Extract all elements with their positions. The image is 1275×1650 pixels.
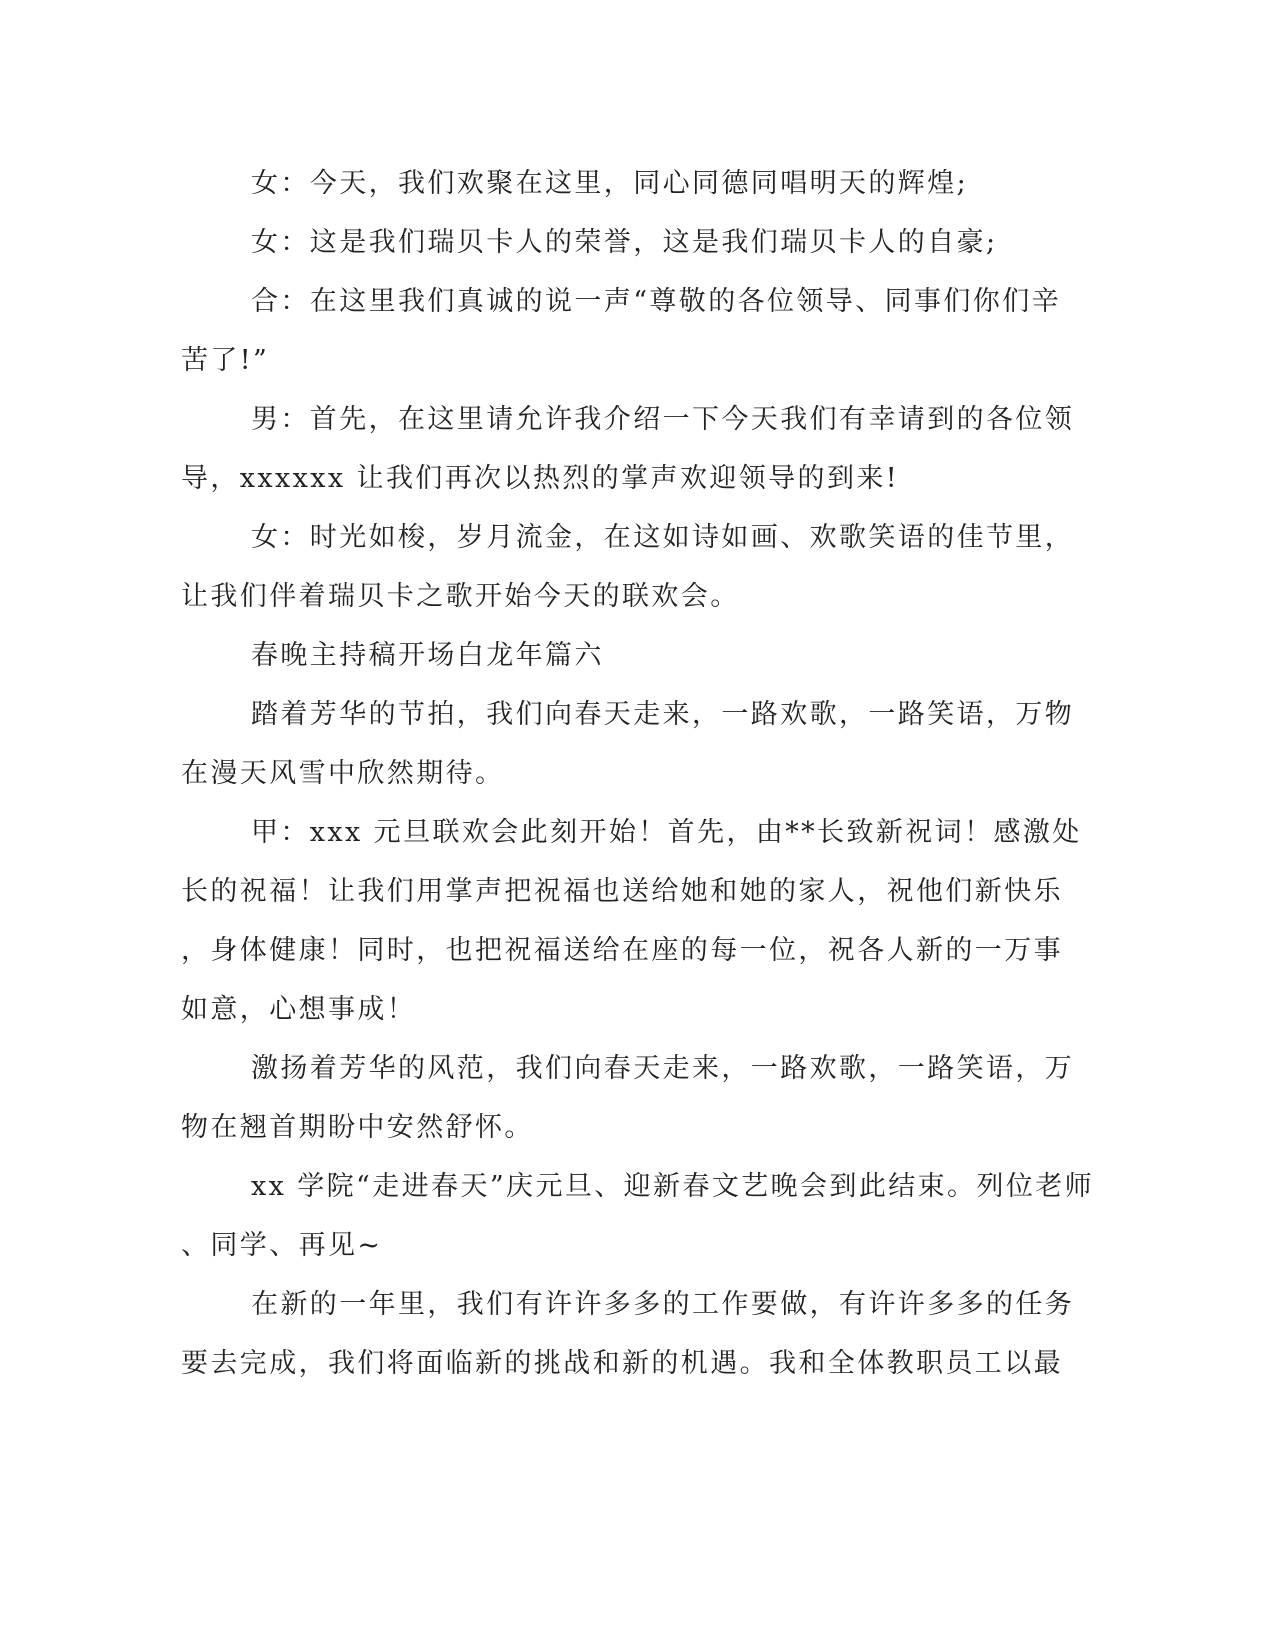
text-line: 男：首先，在这里请允许我介绍一下今天我们有幸请到的各位领 — [251, 404, 1075, 435]
document-body — [181, 154, 1095, 1393]
text-line: 女：今天，我们欢聚在这里，同心同德同唱明天的辉煌; — [251, 168, 969, 199]
section-heading: 春晚主持稿开场白龙年篇六 — [251, 640, 604, 671]
text-line: ，身体健康！同时，也把祝福送给在座的每一位，祝各人新的一万事 — [181, 935, 1063, 966]
text-line: xx 学院“走进春天”庆元旦、迎新春文艺晚会到此结束。列位老师 — [251, 1171, 1095, 1202]
text-line: 长的祝福！让我们用掌声把祝福也送给她和她的家人，祝他们新快乐 — [181, 876, 1063, 907]
text-line: 导，xxxxxx 让我们再次以热烈的掌声欢迎领导的到来! — [181, 463, 899, 494]
text-line: 激扬着芳华的风范，我们向春天走来，一路欢歌，一路笑语，万 — [251, 1053, 1075, 1084]
text-line: 苦了!” — [181, 345, 270, 376]
text-line: 合：在这里我们真诚的说一声“尊敬的各位领导、同事们你们辛 — [251, 286, 1062, 317]
text-line: 物在翘首期盼中安然舒怀。 — [181, 1112, 534, 1143]
text-line: 如意，心想事成！ — [181, 994, 417, 1025]
text-line: 女：这是我们瑞贝卡人的荣誉，这是我们瑞贝卡人的自豪; — [251, 227, 998, 258]
text-line: 、同学、再见~ — [181, 1230, 383, 1261]
text-line: 在新的一年里，我们有许许多多的工作要做，有许许多多的任务 — [251, 1289, 1075, 1320]
text-line: 在漫天风雪中欣然期待。 — [181, 758, 505, 789]
text-line: 女：时光如梭，岁月流金，在这如诗如画、欢歌笑语的佳节里， — [251, 522, 1075, 553]
text-line: 让我们伴着瑞贝卡之歌开始今天的联欢会。 — [181, 581, 740, 612]
text-line: 甲：xxx 元旦联欢会此刻开始！首先，由**长致新祝词！感激处 — [251, 817, 1082, 848]
text-line: 要去完成，我们将面临新的挑战和新的机遇。我和全体教职员工以最 — [181, 1348, 1063, 1379]
text-line: 踏着芳华的节拍，我们向春天走来，一路欢歌，一路笑语，万物 — [251, 699, 1075, 730]
